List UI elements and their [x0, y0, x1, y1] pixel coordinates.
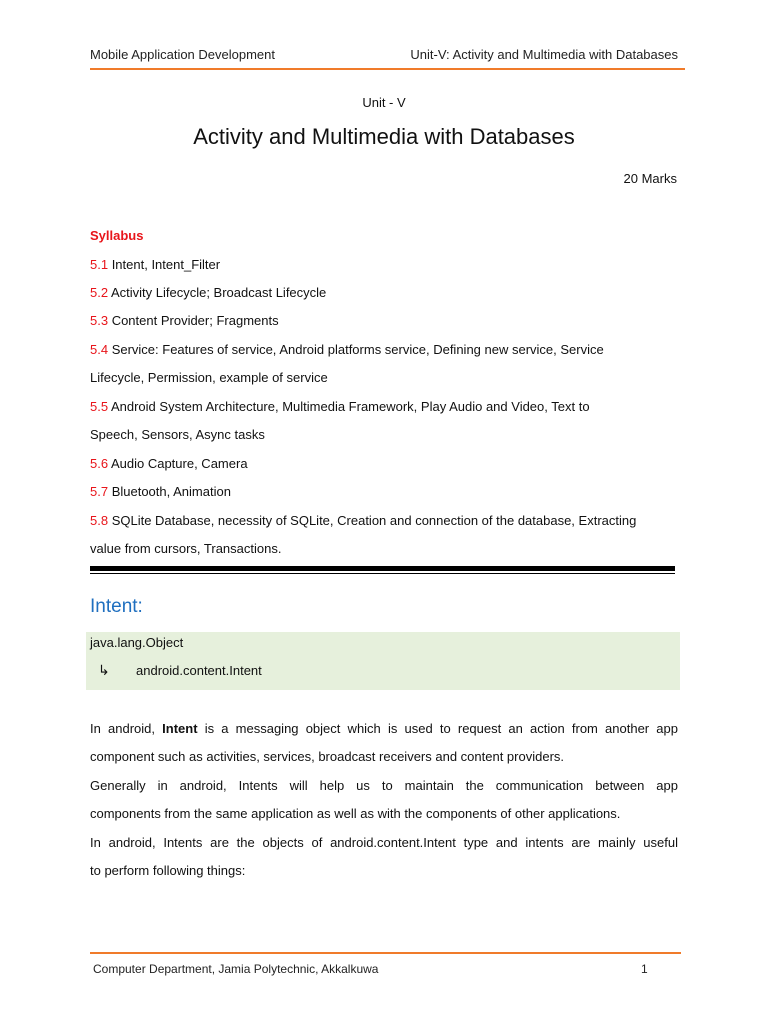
paragraph-line: In android, Intents are the objects of android.content.Intent type and intents are mainly useful — [90, 835, 678, 850]
syllabus-item — [90, 512, 680, 530]
syllabus-item-text: Android System Architecture, Multimedia Framework, Play Audio and Video, Text to — [108, 399, 590, 414]
syllabus-item — [90, 483, 680, 501]
syllabus-item-text: Audio Capture, Camera — [108, 456, 248, 471]
paragraph-line — [90, 720, 678, 738]
syllabus-item — [90, 284, 680, 302]
intent-keyword: Intent — [162, 721, 198, 736]
syllabus-item-number: 5.6 — [90, 456, 109, 471]
section-divider-thick — [90, 566, 675, 571]
syllabus-item-text: SQLite Database, necessity of SQLite, Creation and connection of the database, Extracting — [108, 513, 637, 528]
class-hierarchy-parent: java.lang.Object — [90, 635, 184, 650]
syllabus-item-number: 5.1 — [90, 257, 109, 272]
footer-department: Computer Department, Jamia Polytechnic, Akkalkuwa — [93, 962, 379, 976]
syllabus-item — [90, 312, 680, 330]
syllabus-item-number: 5.4 — [90, 342, 109, 357]
paragraph-line: Generally in android, Intents will help us to maintain the communication between app — [90, 778, 678, 793]
header-left-title: Mobile Application Development — [90, 47, 275, 62]
section-divider-thin — [90, 573, 675, 574]
footer-divider — [90, 952, 681, 954]
marks-label: 20 Marks — [623, 171, 677, 186]
syllabus-item — [90, 398, 680, 416]
intent-heading: Intent: — [90, 596, 143, 617]
syllabus-item — [90, 341, 680, 359]
syllabus-item-text: Content Provider; Fragments — [108, 313, 279, 328]
header-right-title: Unit-V: Activity and Multimedia with Databases — [410, 47, 678, 62]
page-number: 1 — [641, 962, 648, 976]
syllabus-item-continuation: value from cursors, Transactions. — [90, 541, 282, 556]
syllabus-item-number: 5.8 — [90, 513, 109, 528]
syllabus-item-number: 5.3 — [90, 313, 109, 328]
syllabus-item-number: 5.2 — [90, 285, 109, 300]
syllabus-item — [90, 256, 680, 274]
syllabus-item-text: Intent, Intent_Filter — [108, 257, 221, 272]
syllabus-item — [90, 455, 680, 473]
paragraph-line: components from the same application as well as with the components of other applications. — [90, 806, 621, 821]
syllabus-item-number: 5.5 — [90, 399, 109, 414]
syllabus-item-text: Activity Lifecycle; Broadcast Lifecycle — [108, 285, 327, 300]
syllabus-item-text: Bluetooth, Animation — [108, 484, 231, 499]
syllabus-heading: Syllabus — [90, 228, 144, 243]
paragraph-text: is a messaging object which is used to request an action from another app — [197, 721, 678, 736]
syllabus-item-continuation: Lifecycle, Permission, example of service — [90, 370, 328, 385]
header-divider — [90, 68, 685, 70]
paragraph-text: In android, — [90, 721, 163, 736]
inheritance-arrow-icon: ↳ — [98, 662, 110, 678]
class-hierarchy-child: android.content.Intent — [136, 663, 262, 678]
page-title: Activity and Multimedia with Databases — [193, 124, 575, 149]
paragraph-line: to perform following things: — [90, 863, 246, 878]
syllabus-item-number: 5.7 — [90, 484, 109, 499]
syllabus-item-continuation: Speech, Sensors, Async tasks — [90, 427, 265, 442]
syllabus-item-text: Service: Features of service, Android platforms service, Defining new service, Service — [108, 342, 604, 357]
unit-label: Unit - V — [362, 95, 406, 110]
paragraph-line: component such as activities, services, broadcast receivers and content providers. — [90, 749, 565, 764]
